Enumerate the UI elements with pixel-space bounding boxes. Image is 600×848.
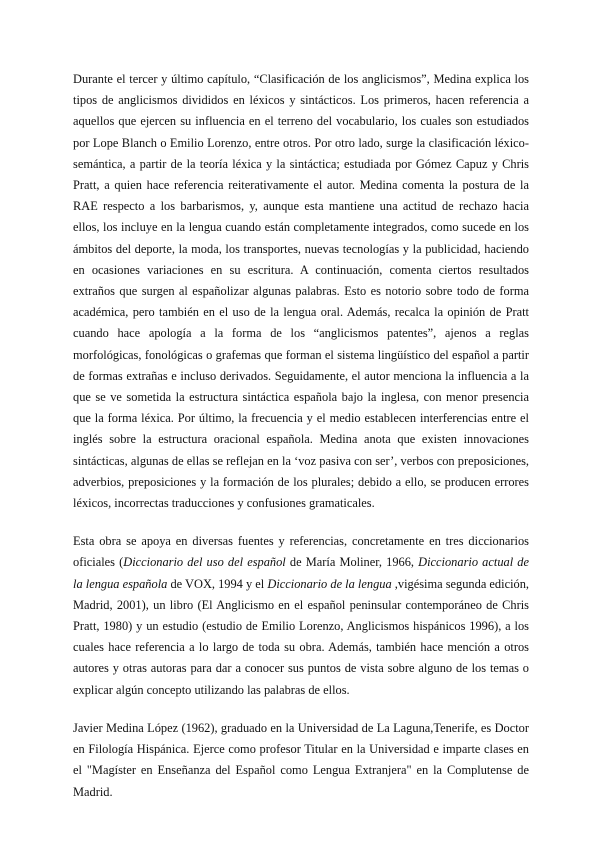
dictionary-title-vox: Diccionario actual de la lengua española <box>73 555 529 591</box>
dictionary-title-rae: Diccionario de la lengua <box>267 576 392 591</box>
paragraph-author-bio: Javier Medina López (1962), graduado en la Universidad de La Laguna,Tenerife, es Doctor en Filología Hispánica. Ejerce como profesor Titular en la Universidad e imparte clases en el "Magíster en Enseñanza del Español como Lengua Extranjera" en la Complutense de Madrid. <box>73 720 529 799</box>
sources-text-2: de María Moliner, 1966, <box>285 555 419 570</box>
paragraph-sources <box>73 531 529 701</box>
sources-text-3: de VOX, 1994 y el <box>167 576 268 591</box>
sources-text-1: Esta obra se apoya en diversas fuentes y referencias, concretamente en tres diccionarios oficiales ( <box>73 534 529 570</box>
paragraph-anglicism-classification: Durante el tercer y último capítulo, “Clasificación de los anglicismos”, Medina explica los tipos de anglicismos divididos en léxicos y sintácticos. Los primeros, hacen referencia a aquellos que ejercen su influencia en el terreno del vocabulario, los cuales son estudiados por Lope Blanch o Emilio Lorenzo, entre otros. Por otro lado, surge la clasificación léxico-semántica, a partir de la teoría léxica y la sintáctica; estudiada por Gómez Capuz y Chris Pratt, a quien hace referencia reiterativamente el autor. Medina comenta la postura de la RAE respecto a los barbarismos, y, aunque esta mantiene una actitud de rechazo hacia ellos, los incluye en la lengua cuando están completamente integrados, como sucede en los ámbitos del deporte, la moda, los transportes, nuevas tecnologías y la publicidad, haciendo en ocasiones variaciones en su escritura. A continuación, comenta ciertos resultados extraños que surgen al españolizar algunas palabras. Esto es notorio sobre todo de forma académica, pero también en el uso de la lengua oral. Además, recalca la opinión de Pratt cuando hace apología a la forma de los “anglicismos patentes”, ajenos a reglas morfológicas, fonológicas o grafemas que forman el sistema lingüístico del español a partir de formas extrañas e incluso derivados. Seguidamente, el autor menciona la influencia a la que se ve sometida la estructura sintáctica española bajo la inglesa, con menor presencia que la forma léxica. Por último, la frecuencia y el medio establecen interferencias entre el inglés sobre la estructura oracional española. Medina anota que existen innovaciones sintácticas, algunas de ellas se reflejan en la ‘voz pasiva con ser’, verbos con preposiciones, adverbios, preposiciones y la formación de los plurales; debido a ello, se producen errores léxicos, incorrectas traducciones y confusiones gramaticales. <box>73 72 529 511</box>
dictionary-title-moliner: Diccionario del uso del español <box>123 555 286 570</box>
sources-text-4: ,vigésima segunda edición, Madrid, 2001), un libro (El Anglicismo en el español peninsular contemporáneo de Chris Pratt, 1980) y un estudio (estudio de Emilio Lorenzo, Anglicismos hispánicos 1996), a los cuales hace referencia a lo largo de toda su obra. Además, también hace mención a otros autores y otras autoras para dar a conocer sus puntos de vista sobre alguno de los temas o explicar algún concepto utilizando las palabras de ellos. <box>73 576 530 697</box>
